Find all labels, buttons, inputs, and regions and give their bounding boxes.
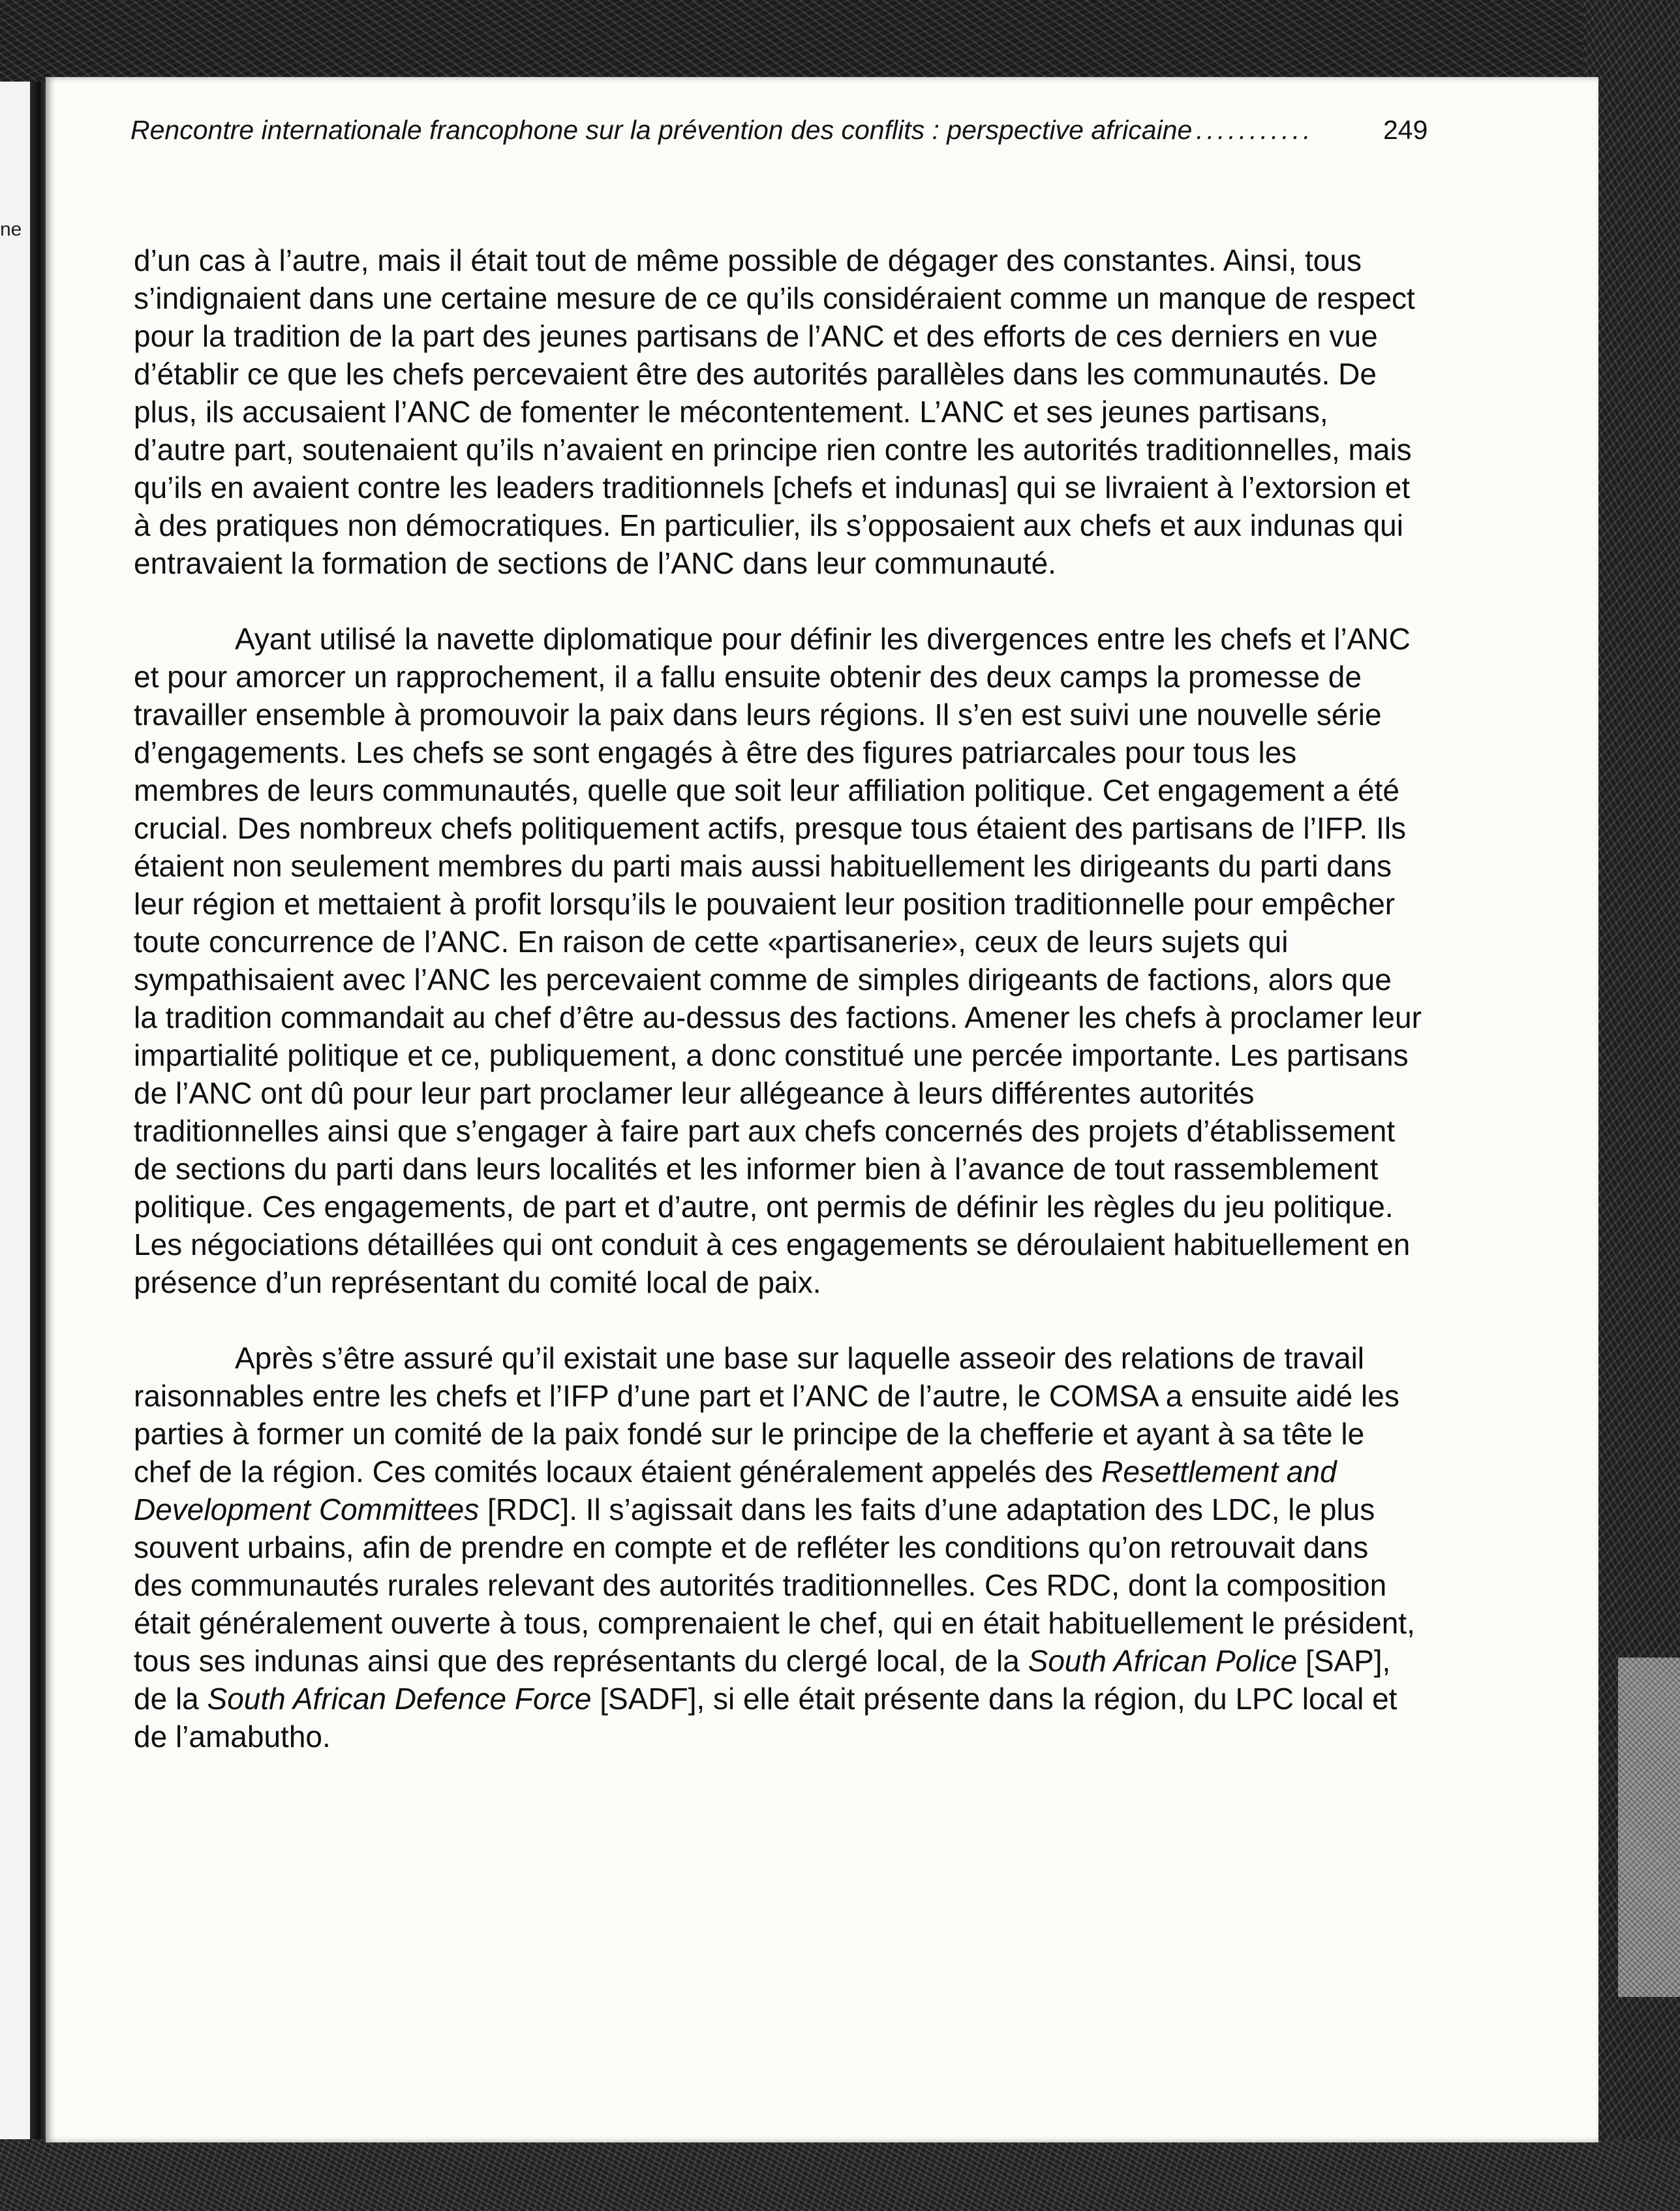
- italic-text-segment: South African Police: [1028, 1644, 1298, 1678]
- italic-text-segment: South African Defence Force: [207, 1682, 592, 1716]
- paragraph: [134, 241, 1422, 582]
- book-gutter: [30, 82, 46, 2139]
- scan-border-right-grey: [1618, 1658, 1680, 1997]
- adjacent-page-strip: [0, 82, 30, 2139]
- text-segment: Après s’être assuré qu’il existait une base sur laquelle asseoir des relations de travail raisonnables entre les chefs et l’IFP d’une part et l’ANC de l’autre, le COMSA a ensuite aidé les parties à former un comité de la paix fondé sur le principe de la chefferie et ayant à sa tête le chef de la région. Ces comités locaux étaient généralement appelés des: [134, 1341, 1399, 1489]
- page-number: 249: [1383, 115, 1428, 145]
- text-segment: d’un cas à l’autre, mais il était tout de même possible de dégager des constantes. Ainsi, tous s’indignaient dans une certaine mesure de ce qu’ils considéraient comme un manque de respect pour la tradition de la part des jeunes partisans de l’ANC et des efforts de ces derniers en vue d’établir ce que les chefs percevaient être des autorités parallèles dans les communautés. De plus, ils accusaient l’ANC de fomenter le mécontentement. L’ANC et ses jeunes partisans, d’autre part, soutenaient qu’ils n’avaient en principe rien contre les autorités traditionnelles, mais qu’ils en avaient contre les leaders traditionnels [chefs et indunas] qui se livraient à l’extorsion et à des pratiques non démocratiques. En particulier, ils s’opposaient aux chefs et aux indunas qui entravaient la formation de sections de l’ANC dans leur communauté.: [134, 243, 1415, 580]
- scan-border-bottom: [0, 2139, 1680, 2211]
- italic-text-segment: Resettlement and Development Committees: [134, 1455, 1337, 1526]
- text-segment: [SAP], de la: [134, 1644, 1391, 1716]
- body-text: [134, 241, 1422, 1793]
- running-title: Rencontre internationale francophone sur la prévention des conflits : perspective africaine: [130, 115, 1193, 145]
- text-segment: [RDC]. Il s’agissait dans les faits d’une adaptation des LDC, le plus souvent urbains, afin de prendre en compte et de refléter les conditions qu’on retrouvait dans des communautés rurales relevant des autorités traditionnelles. Ces RDC, dont la composition était généralement ouverte à tous, comprenaient le chef, qui en était habituellement le président, tous ses indunas ainsi que des représentants du clergé local, de la: [134, 1492, 1415, 1678]
- paragraph: [134, 1339, 1422, 1755]
- text-segment: Ayant utilisé la navette diplomatique pour définir les divergences entre les chefs et l’ANC et pour amorcer un rapprochement, il a fallu ensuite obtenir des deux camps la promesse de travailler ensemble à promouvoir la paix dans leurs régions. Il s’en est suivi une nouvelle série d’engagements. Les chefs se sont engagés à être des figures patriarcales pour tous les membres de leurs communautés, quelle que soit leur affiliation politique. Cet engagement a été crucial. Des nombreux chefs politiquement actifs, presque tous étaient des partisans de l’IFP. Ils étaient non seulement membres du parti mais aussi habituellement les dirigeants du parti dans leur région et mettaient à profit lorsqu’ils le pouvaient leur position traditionnelle pour empêcher toute concurrence de l’ANC. En raison de cette «partisanerie», ceux de leurs sujets qui sympathisaient avec l’ANC les percevaient comme de simples dirigeants de factions, alors que la tradition commandait au chef d’être au-dessus des factions. Amener les chefs à proclamer leur impartialité politique et ce, publiquement, a donc constitué une percée importante. Les partisans de l’ANC ont dû pour leur part proclamer leur allégeance à leurs différentes autorités traditionnelles ainsi que s’engager à faire part aux chefs concernés des projets d’établissement de sections du parti dans leurs localités et les informer bien à l’avance de tout rassemblement politique. Ces engagements, de part et d’autre, ont permis de définir les règles du jeu politique. Les négociations détaillées qui ont conduit à ces engagements se déroulaient habituellement en présence d’un représentant du comité local de paix.: [134, 622, 1422, 1299]
- adjacent-page-fragment: ne: [0, 219, 22, 240]
- leader-dots: ...........: [1196, 115, 1314, 145]
- paragraph: [134, 620, 1422, 1301]
- scan-border-top: [0, 0, 1680, 82]
- running-header: [130, 115, 1426, 146]
- text-segment: [SADF], si elle était présente dans la région, du LPC local et de l’amabutho.: [134, 1682, 1397, 1754]
